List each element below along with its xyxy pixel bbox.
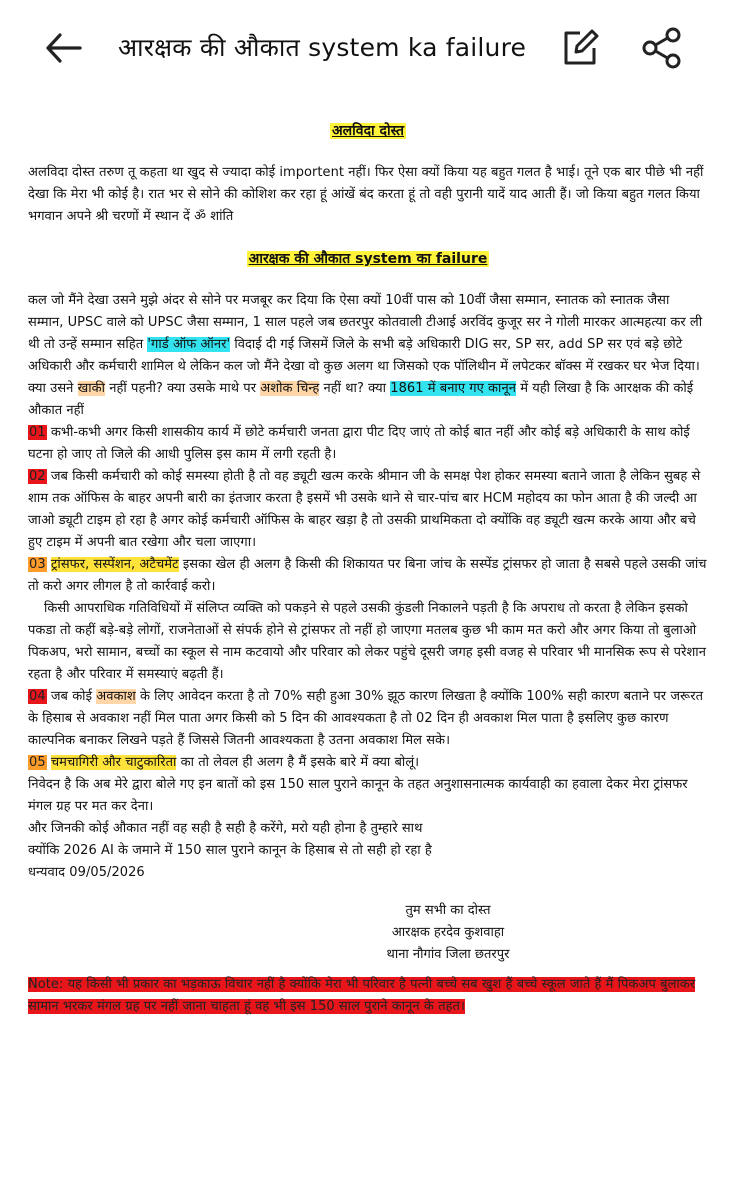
- share-button[interactable]: [640, 26, 684, 70]
- item-number-05: 05: [29, 755, 46, 770]
- list-item-01: 01 कभी-कभी अगर किसी शासकीय कार्य में छोटे कर्मचारी जनता द्वारा पीट दिए जाएं तो कोई बात नहीं और कोई बड़े अधिकारी के साथ कोई घटना हो जाए तो जिले की आधी पुलिस इस काम में लगी रहती है।: [28, 425, 690, 462]
- highlight-sycophancy: चमचागिरी और चाटुकारिता: [50, 755, 177, 770]
- list-item-03: 03 ट्रांसफर, सस्पेंशन, अटैचमेंट इसका खेल ही अलग है किसी की शिकायत पर बिना जांच के सस्पेंड ट्रांसफर हो जाता है सबसे पहले उसकी जांच तो करो अगर लीगल है तो कार्रवाई करो।: [28, 557, 707, 594]
- edit-icon: [558, 26, 602, 70]
- signature-block: [348, 900, 548, 966]
- list-item-02: 02 जब किसी कर्मचारी को कोई समस्या होती है तो वह ड्यूटी खत्म करके श्रीमान जी के समक्ष पेश होकर समस्या बताने जाता है लेकिन सुबह से शाम तक ऑफिस के बाहर अपनी बारी का इंतजार करता है इसमें भी उसके थाने से चार-पांच बार HCM महोदय का फोन आता है की जल्दी आ जाओ ड्यूटी टाइम हो रहा है अगर कोई कर्मचारी ऑफिस के बाहर खड़ा है तो उसकी प्राथमिकता दो क्योंकि वह ड्यूटी खत्म करके आया और बचे हुए टाइम में अपनी बात रखेगा और चला जाएगा।: [28, 469, 701, 550]
- list-item-04: 04 जब कोई अवकाश के लिए आवेदन करता है तो 70% सही हुआ 30% झूठ कारण लिखता है क्योंकि 100% सही कारण बताने पर जरूरत के हिसाब से अवकाश नहीं मिल पाता अगर किसी को 5 दिन की आवश्यकता है तो 02 दिन ही अवकाश मिल पाता है इसलिए कुछ कारण काल्पनिक बनाकर लिखने पड़ते हैं जिससे जितनी आवश्यकता है उतना अवकाश मिल सके।: [28, 689, 704, 748]
- document-body: [28, 118, 708, 1018]
- app-bar: [0, 0, 729, 96]
- highlight-ashok-emblem: अशोक चिन्ह: [260, 381, 320, 396]
- signature-line-3: थाना नौगांव जिला छतरपुर: [386, 947, 510, 962]
- highlight-1861-law: 1861 में बनाए गए कानून: [390, 381, 516, 396]
- signature-line-2: आरक्षक हरदेव कुशवाहा: [391, 925, 505, 940]
- paragraph-ai-era: क्योंकि 2026 AI के जमाने में 150 साल पुराने कानून के हिसाब से तो सही हो रहा है: [28, 843, 432, 858]
- signature-line-1: तुम सभी का दोस्त: [405, 903, 491, 918]
- back-button[interactable]: [40, 24, 88, 72]
- paragraph-criminal: किसी आपराधिक गतिविधियों में संलिप्त व्यक्ति को पकड़ने से पहले उसकी कुंडली निकालने पड़ती है कि अपराध तो करता है लेकिन इसको पकडा तो कहीं बड़े-बड़े लोगों, राजनेताओं से संपर्क होने से ट्रांसफर तो नहीं हो जाएगा मतलब कुछ भी काम मत करो और अगर किया तो बुलाओ पिकअप, भरो सामान, बच्चों का स्कूल से नाम कटवायो और परिवार को लेकर पहुंचे दूसरी जगह इसी वजह से परिवार भी मानसिक रूप से परेशान रहता है और परिवार में समस्याएं बढ़ती हैं।: [28, 601, 706, 682]
- list-item-05: 05 चमचागिरी और चाटुकारिता का तो लेवल ही अलग है मैं इसके बारे में क्या बोलूं।: [29, 755, 420, 770]
- highlight-transfer: ट्रांसफर, सस्पेंशन, अटैचमेंट: [50, 557, 179, 572]
- share-icon: [640, 26, 684, 70]
- item-number-02: 02: [29, 469, 46, 484]
- paragraph-request: निवेदन है कि अब मेरे द्वारा बोले गए इन बातों को इस 150 साल पुराने कानून के तहत अनुशासनात्मक कार्यवाही का हवाला देकर मेरा ट्रांसफर मंगल ग्रह पर मत कर देना।: [28, 777, 688, 814]
- highlight-guard-of-honour: 'गार्ड ऑफ ऑनर': [147, 337, 231, 352]
- paragraph-farewell: अलविदा दोस्त तरुण तू कहता था खुद से ज्यादा कोई importent नहीं। फिर ऐसा क्यों किया यह बहुत गलत है भाई। तूने एक बार पीछे भी नहीं देखा कि मेरा भी कोई है। रात भर से सोने की कोशिश कर रहा हूं आंखें बंद करता हूं तो वही पुरानी यादें याद आती हैं। जो किया बहुत गलत किया भगवान अपने श्री चरणों में स्थान दें ॐ शांति: [28, 165, 704, 224]
- page-title: आरक्षक की औकात system ka failure: [118, 33, 527, 62]
- thanks-date: धन्यवाद 09/05/2026: [28, 865, 145, 880]
- note-disclaimer: Note: यह किसी भी प्रकार का भड़काऊ विचार नहीं है क्योंकि मेरा भी परिवार है पत्नी बच्चे सब खुश हैं बच्चे स्कूल जाते हैं मैं पिकअप बुलाकर सामान भरकर मंगल ग्रह पर नहीं जाना चाहता हूं वह भी इस 150 साल पुराने कानून के तहत।: [28, 977, 696, 1014]
- arrow-left-icon: [40, 24, 88, 72]
- item-number-03: 03: [29, 557, 46, 572]
- item-number-01: 01: [29, 425, 46, 440]
- heading-system-failure: आरक्षक की औकात system का failure: [248, 251, 488, 267]
- paragraph-no-status: और जिनकी कोई औकात नहीं वह सही है सही है करेंगे, मरो यही होना है तुम्हारे साथ: [28, 821, 423, 836]
- edit-button[interactable]: [558, 26, 602, 70]
- heading-farewell: अलविदा दोस्त: [331, 123, 405, 139]
- highlight-khaki: खाकी: [77, 381, 106, 396]
- paragraph-intro: कल जो मैंने देखा उसने मुझे अंदर से सोने पर मजबूर कर दिया कि ऐसा क्यों 10वीं पास को 10वीं जैसा सम्मान, स्नातक को स्नातक जैसा सम्मान, UPSC वाले को UPSC जैसा सम्मान, 1 साल पहले जब छतरपुर कोतवाली टीआई अरविंद कुजूर सर ने गोली मारकर आत्महत्या कर ली थी तो उन्हें सम्मान सहित 'गार्ड ऑफ ऑनर' विदाई दी गई जिसमें जिले के सभी बड़े अधिकारी DIG सर, SP सर, add SP सर एवं बड़े छोटे अधिकारी और कर्मचारी शामिल थे लेकिन कल जो मैंने देखा वो कुछ अलग था जिसको एक पॉलिथीन में लपेटकर बॉक्स में रखकर घर भेज दिया। क्या उसने खाकी नहीं पहनी? क्या उसके माथे पर अशोक चिन्ह नहीं था? क्या 1861 में बनाए गए कानून में यही लिखा है कि आरक्षक की कोई औकात नहीं: [28, 293, 703, 418]
- item-number-04: 04: [29, 689, 46, 704]
- highlight-leave: अवकाश: [96, 689, 136, 704]
